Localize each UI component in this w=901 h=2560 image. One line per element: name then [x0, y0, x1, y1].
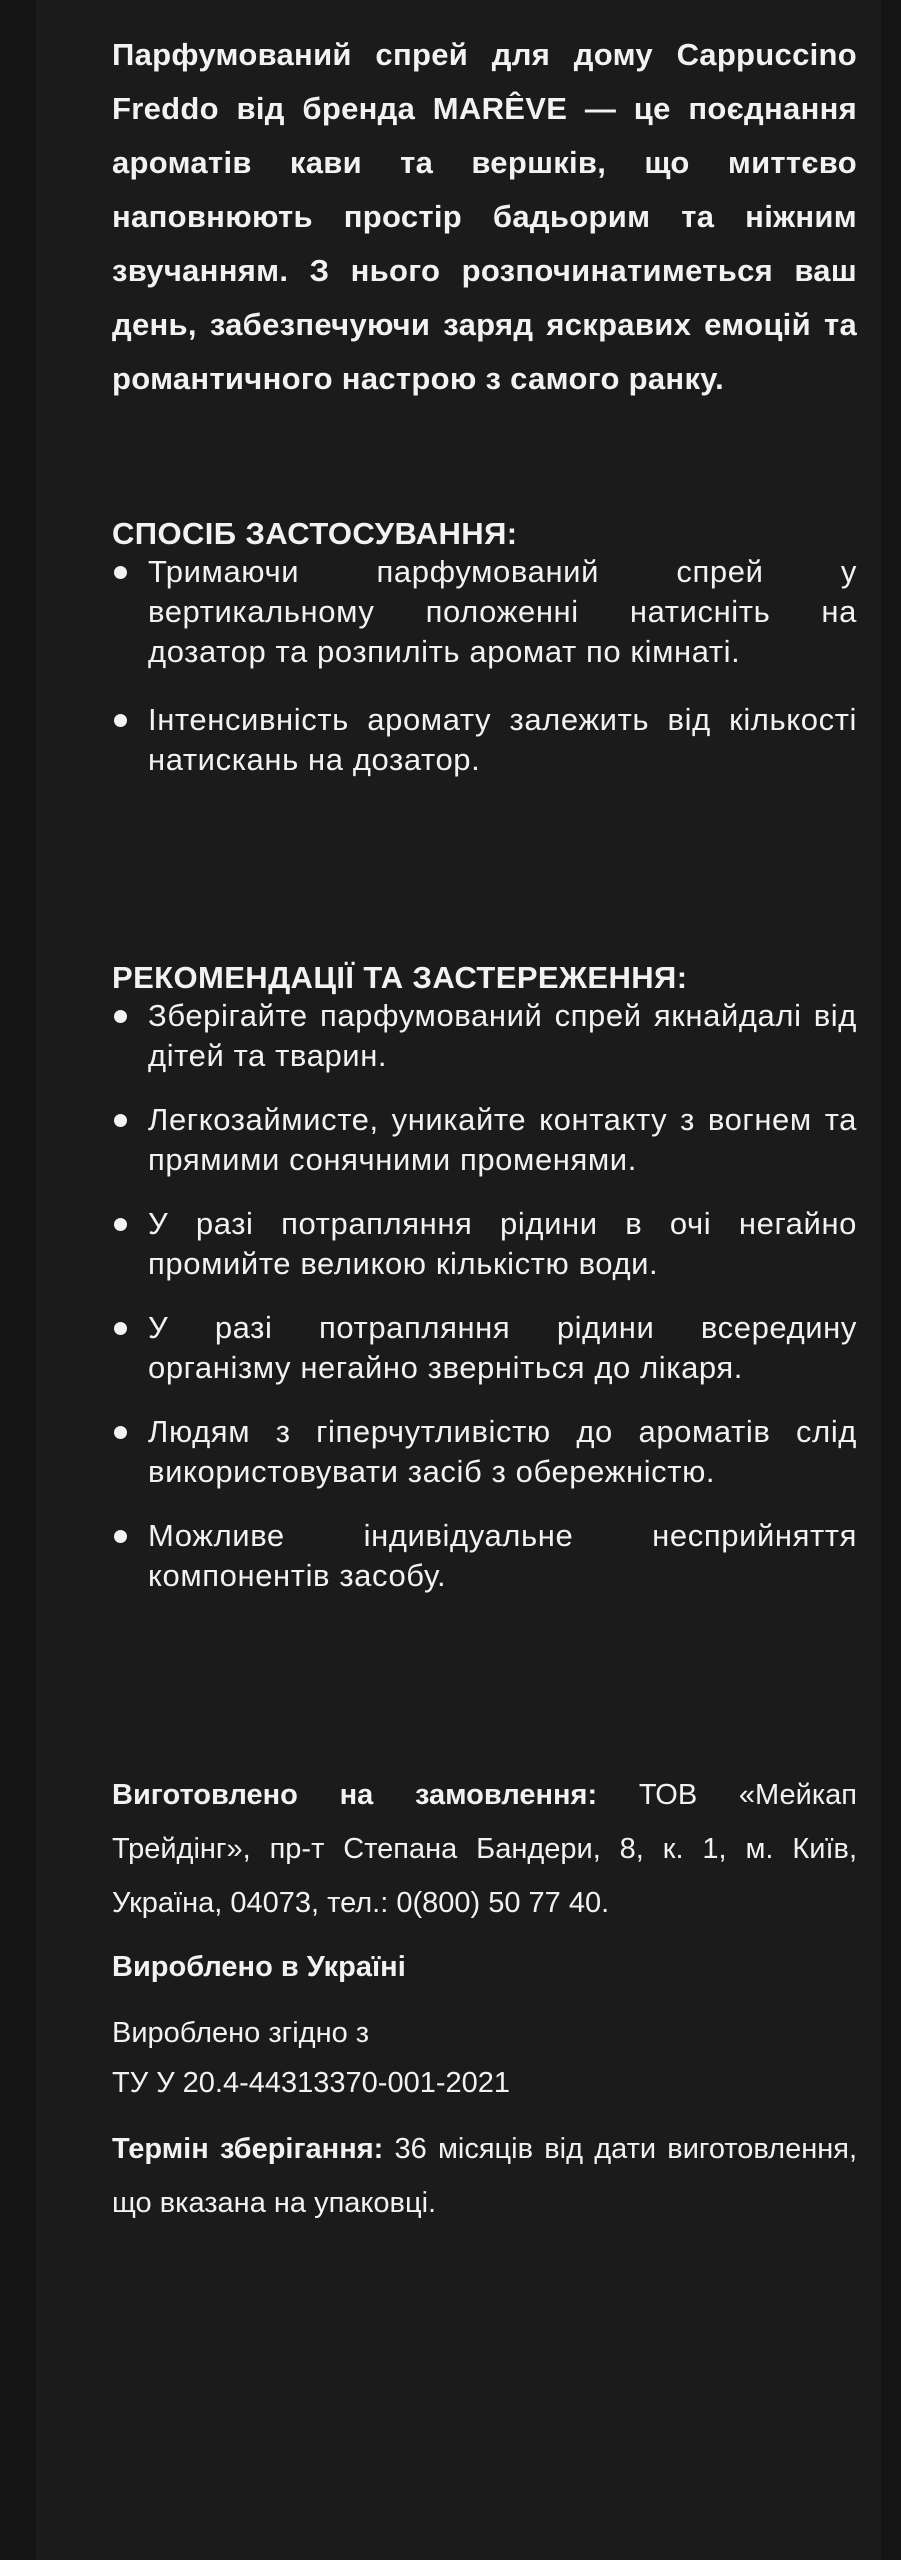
- standard-line-2: ТУ У 20.4-44313370-001-2021: [112, 2067, 511, 2099]
- usage-list: [112, 552, 857, 780]
- ordered-by-text: ТОВ «Мейкап Трейдінг», пр-т Степана Бандери, 8, к. 1, м. Київ, Україна, 04073, тел.: 0(800) 50 77 40.: [112, 1779, 857, 1919]
- shelf-life: [112, 2122, 857, 2230]
- made-in: [112, 1940, 857, 1994]
- warning-item: У разі потрапляння рідини в очі негайно промийте великою кількістю води.: [112, 1204, 857, 1284]
- warning-item: Легкозаймисте, уникайте контакту з вогнем та прямими сонячними променями.: [112, 1100, 857, 1180]
- made-in-label: Вироблено в Україні: [112, 1951, 406, 1983]
- standard-info: [112, 2008, 857, 2108]
- warnings-heading: РЕКОМЕНДАЦІЇ ТА ЗАСТЕРЕЖЕННЯ:: [112, 960, 688, 995]
- usage-heading: СПОСІБ ЗАСТОСУВАННЯ:: [112, 516, 518, 551]
- usage-item: Інтенсивність аромату залежить від кількості натискань на дозатор.: [112, 700, 857, 780]
- product-intro: Парфумований спрей для дому Cappuccino Freddo від бренда MARÊVE — це поєднання ароматів кави та вершків, що миттєво наповнюють простір бадьорим та ніжним звучанням. З нього розпочинатиметься ваш день, забезпечуючи заряд яскравих емоцій та романтичного настрою з самого ранку.: [112, 37, 857, 396]
- standard-line-1: Вироблено згідно з: [112, 2017, 370, 2049]
- shelf-life-text: 36 місяців від дати виготовлення, що вказана на упаковці.: [112, 2133, 858, 2219]
- description-content: [112, 28, 857, 2230]
- shelf-life-label: Термін зберігання:: [112, 2133, 384, 2165]
- ordered-by: [112, 1768, 857, 1930]
- warning-item: У разі потрапляння рідини всередину організму негайно зверніться до лікаря.: [112, 1308, 857, 1388]
- ordered-by-label: Виготовлено на замовлення:: [112, 1779, 598, 1811]
- description-panel: [36, 0, 881, 2560]
- warning-item: Можливе індивідуальне несприйняття компонентів засобу.: [112, 1516, 857, 1596]
- warnings-list: [112, 996, 857, 1596]
- warning-item: Зберігайте парфумований спрей якнайдалі від дітей та тварин.: [112, 996, 857, 1076]
- manufacturer-info: [112, 1768, 857, 2230]
- warning-item: Людям з гіперчутливістю до ароматів слід використовувати засіб з обережністю.: [112, 1412, 857, 1492]
- usage-item: Тримаючи парфумований спрей у вертикальному положенні натисніть на дозатор та розпиліть аромат по кімнаті.: [112, 552, 857, 672]
